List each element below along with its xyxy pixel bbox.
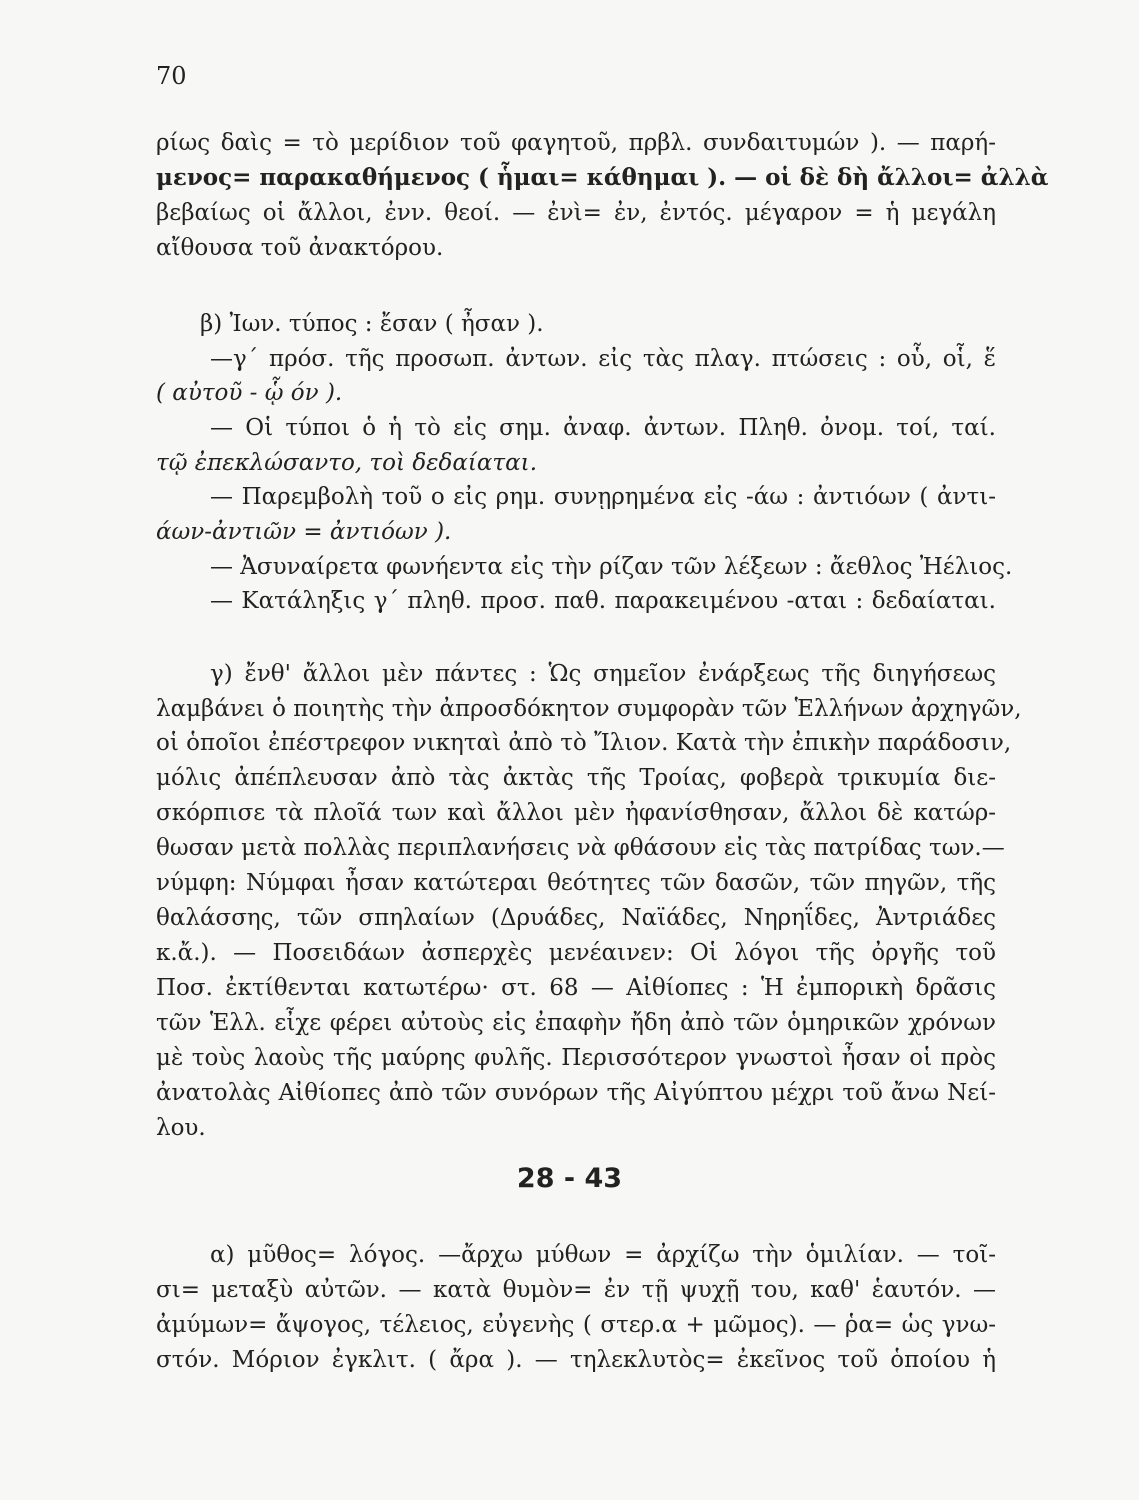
text-line: — Κατάληξις γ´ πληθ. προσ. παθ. παρακειμένου -αται : δεδαίαται. — [210, 588, 996, 614]
text-line: —γ´ πρόσ. τῆς προσωπ. ἀντων. εἰς τὰς πλαγ. πτώσεις : οὗ, οἷ, ἕ — [210, 346, 996, 372]
text-line: νύμφη: Νύμφαι ἦσαν κατώτεραι θεότητες τῶν δασῶν, τῶν πηγῶν, τῆς — [156, 870, 996, 896]
text-line: άων-ἀντιῶν = ἀντιόων ). — [156, 519, 452, 545]
text-line: στόν. Μόριον ἐγκλιτ. ( ἄρα ). — τηλεκλυτὸς= ἐκεῖνος τοῦ ὁποίου ἡ — [156, 1347, 996, 1373]
text-line: — Ἀσυναίρετα φωνήεντα εἰς τὴν ρίζαν τῶν λέξεων : ἄεθλος Ἠέλιος. — [210, 554, 1013, 580]
text-line: Ποσ. ἐκτίθενται κατωτέρω· στ. 68 — Αἰθίοπες : Ἡ ἐμπορικὴ δρᾶσις — [156, 975, 996, 1001]
text-line: βεβαίως οἱ ἄλλοι, ἐνν. θεοί. — ἐνὶ= ἐν, ἐντός. μέγαρον = ἡ μεγάλη — [156, 200, 996, 226]
section-heading: 28 - 43 — [516, 1163, 623, 1194]
text-line: αἴθουσα τοῦ ἀνακτόρου. — [156, 235, 444, 261]
text-line: οἱ ὁποῖοι ἐπέστρεφον νικηταὶ ἀπὸ τὸ Ἴλιον. Κατὰ τὴν ἐπικὴν παράδοσιν, — [156, 730, 1012, 756]
text-line: — Παρεμβολὴ τοῦ ο εἰς ρημ. συνῃρημένα εἰς -άω : ἀντιόων ( ἀντι- — [210, 484, 996, 510]
text-line: σκόρπισε τὰ πλοῖά των καὶ ἄλλοι μὲν ἠφανίσθησαν, ἄλλοι δὲ κατώρ- — [156, 800, 996, 826]
text-line: μενος= παρακαθήμενος ( ἧμαι= κάθημαι ). — οἱ δὲ δὴ ἄλλοι= ἀλλὰ — [156, 164, 1049, 191]
text-line: σι= μεταξὺ αὐτῶν. — κατὰ θυμὸν= ἐν τῇ ψυχῇ του, καθ' ἑαυτόν. — — [156, 1277, 996, 1303]
text-line: τῷ ἐπεκλώσαντο, τοὶ δεδαίαται. — [156, 450, 538, 476]
text-line: μὲ τοὺς λαοὺς τῆς μαύρης φυλῆς. Περισσότερον γνωστοὶ ἦσαν οἱ πρὸς — [156, 1045, 996, 1071]
page-number: 70 — [156, 62, 187, 90]
text-line: — Οἱ τύποι ὁ ἡ τὸ εἰς σημ. ἀναφ. ἀντων. Πληθ. ὀνομ. τοί, ταί. — [210, 415, 996, 441]
text-line: κ.ἄ.). — Ποσειδάων ἀσπερχὲς μενέαινεν: Οἱ λόγοι τῆς ὀργῆς τοῦ — [156, 940, 996, 966]
text-line: ρίως δαὶς = τὸ μερίδιον τοῦ φαγητοῦ, πρβλ. συνδαιτυμών ). — παρή- — [156, 130, 996, 156]
text-line: μόλις ἀπέπλευσαν ἀπὸ τὰς ἀκτὰς τῆς Τροίας, φοβερὰ τρικυμία διε- — [156, 765, 996, 791]
text-line: ἀνατολὰς Αἰθίοπες ἀπὸ τῶν συνόρων τῆς Αἰγύπτου μέχρι τοῦ ἄνω Νεί- — [156, 1080, 996, 1106]
text-line: ( αὐτοῦ - ᾧ όν ). — [156, 380, 343, 406]
text-line: ἀμύμων= ἄψογος, τέλειος, εὐγενὴς ( στερ.α + μῶμος). — ῥα= ὡς γνω- — [156, 1312, 996, 1338]
text-line: β) Ἰων. τύπος : ἔσαν ( ἦσαν ). — [200, 311, 544, 337]
text-line: θωσαν μετὰ πολλὰς περιπλανήσεις νὰ φθάσουν εἰς τὰς πατρίδας των.— — [156, 835, 1005, 861]
text-line: θαλάσσης, τῶν σπηλαίων (Δρυάδες, Ναϊάδες, Νηρηΐδες, Ἀντριάδες — [156, 905, 996, 931]
text-line: λαμβάνει ὁ ποιητὴς τὴν ἀπροσδόκητον συμφορὰν τῶν Ἑλλήνων ἀρχηγῶν, — [156, 696, 1022, 722]
text-line: τῶν Ἑλλ. εἶχε φέρει αὐτοὺς εἰς ἐπαφὴν ἤδη ἀπὸ τῶν ὁμηρικῶν χρόνων — [156, 1010, 996, 1036]
text-line: λου. — [156, 1115, 206, 1141]
text-line: α) μῦθος= λόγος. —ἄρχω μύθων = ἀρχίζω τὴν ὁμιλίαν. — τοῖ- — [210, 1242, 996, 1268]
text-line: γ) ἔνθ' ἄλλοι μὲν πάντες : Ὡς σημεῖον ἐνάρξεως τῆς διηγήσεως — [210, 661, 996, 687]
